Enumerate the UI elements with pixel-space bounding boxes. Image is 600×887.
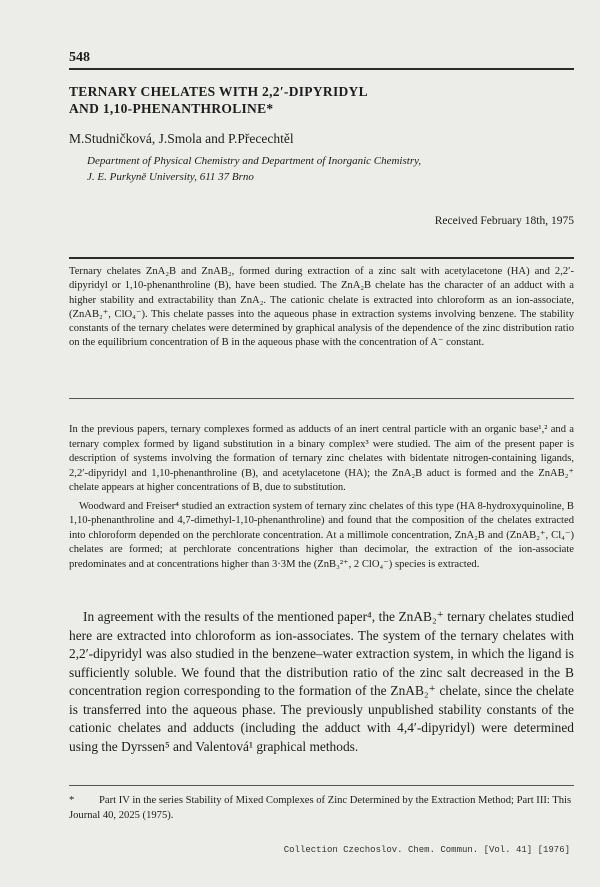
title-line-2: AND 1,10-PHENANTHROLINE* — [69, 101, 274, 116]
affiliation — [87, 153, 567, 185]
journal-footer: Collection Czechoslov. Chem. Commun. [Vol. 41] [1976] — [283, 845, 570, 855]
footnote-mark: * — [69, 795, 75, 806]
authors: M.Studničková, J.Smola and P.Přecechtěl — [69, 131, 294, 146]
paragraph-1: In the previous papers, ternary complexes formed as adducts of an inert central particle with an organic base¹,² and a ternary complex formed by ligand substitution in a binary complex³ were studied. The aim of the present paper is description of systems involving the formation of ternary zinc chelates with bidentate nitrogen-containing ligands, 2,2′-dipyridyl and 1,10-phenanthroline (B), and acetylacetone (HA); the ZnA₂B aduct is formed and the ZnAB₂⁺ chelate appears at higher concentrations of B, due to substitution. — [69, 424, 574, 493]
body-small-text — [69, 423, 574, 572]
abstract-top-rule — [69, 257, 574, 259]
title-line-1: TERNARY CHELATES WITH 2,2′-DIPYRIDYL — [69, 84, 368, 99]
article-title — [69, 83, 549, 117]
received-date: Received February 18th, 1975 — [434, 215, 574, 227]
page-number: 548 — [69, 50, 90, 65]
abstract-bottom-rule — [69, 398, 574, 399]
footnote-rule — [69, 785, 574, 786]
paragraph-2: Woodward and Freiser⁴ studied an extraction system of ternary zinc chelates of this type (HA 8-hydroxyquinoline, B 1,10-phenanthroline and 4,7-dimethyl-1,10-phenanthroline) and found that the composition of the chelates extracted into chloroform depended on the perchlorate concentration. At a millimole concentration, ZnA₂B and (ZnAB₂⁺, Cl₄⁻) chelates are formed; at perchlorate concentrations higher than decimolar, the extraction of the ion-associate predominates and at concentrations higher than 3·3M the (ZnB₃²⁺, 2 ClO₄⁻) species is extracted. — [69, 500, 574, 570]
header-rule — [69, 68, 574, 70]
affiliation-line-1: Department of Physical Chemistry and Department of Inorganic Chemistry, — [87, 155, 422, 167]
affiliation-line-2: J. E. Purkyně University, 611 37 Brno — [87, 171, 254, 183]
body-large-text — [69, 608, 574, 756]
footnote-text: Part IV in the series Stability of Mixed Complexes of Zinc Determined by the Extraction Method; Part III: This Journal 40, 2025 (1975). — [69, 795, 572, 821]
paragraph-3: In agreement with the results of the mentioned paper⁴, the ZnAB₂⁺ ternary chelates studied here are extracted into chloroform as ion-associates. The system of the ternary chelates with 2,2′-dipyridyl was also studied in the benzene–water extraction system, in which the ligand is sufficiently soluble. We found that the distribution ratio of the zinc salt decreased in the B concentration region corresponding to the formation of the ZnAB₂⁺ chelate, since the chelate is transferred into the aqueous phase. The previously unpublished stability constants of the cationic chelates and adducts (including the adduct with 4,4′-dipyridyl) were determined using the Dyrssen⁵ and Valentová¹ graphical methods. — [69, 609, 574, 754]
footnote — [69, 793, 574, 823]
abstract: Ternary chelates ZnA₂B and ZnAB₂, formed during extraction of a zinc salt with acetylacetone (HA) and 2,2′-dipyridyl or 1,10-phenanthroline (B), have been studied. The ZnA₂B chelate has the character of an adduct with a higher stability and extractability than ZnA₂. The cationic chelate is extracted into chloroform as an ion-associate, (ZnAB₂⁺, ClO₄⁻). This chelate passes into the aqueous phase in extraction systems involving benzene. The stability constants of the ternary chelates were determined by graphical analysis of the dependence of the zinc distribution ratio on the equilibrium concentration of B in the aqueous phase with the concentration of A⁻ constant. — [69, 266, 574, 349]
